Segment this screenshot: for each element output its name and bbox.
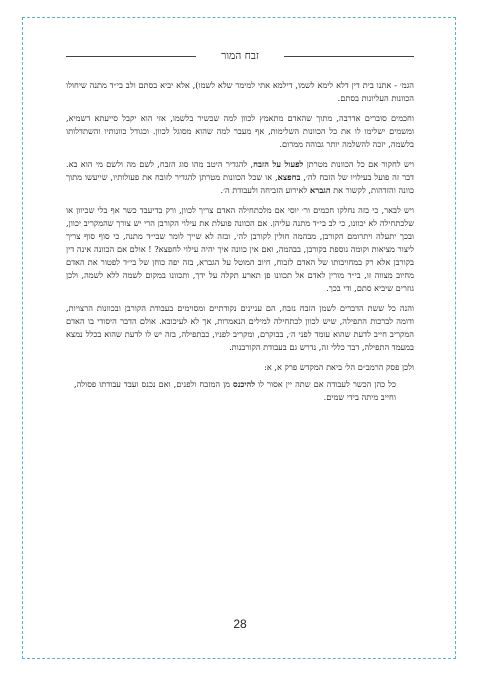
body-text (66, 79, 414, 411)
text-segment: וחכמים סוברים אדרבה, מתוך שהאדם מתאמץ לכוון למה שכשיר בלשמו, אזי הוא יקבל סייעתא דשמיא, ומשמים ישלימו לו את כל הכוונות השלימות, אף מעבר למה שהוא מסוגל לכוון. וכגודל כוונותיו והשתדלותו בלשמה, יזכה להשלמה יותר גבוהה ממרום. (66, 112, 414, 149)
text-segment: מן המזבח ולפנים, ואם נכנס ועבד עבודתו פסולה, וחייב מיתה בידי שמים. (74, 378, 396, 402)
text-segment: ויש לחקור אם כל הכוונות מטרתן (303, 158, 414, 169)
paragraph (66, 302, 414, 354)
paragraph (66, 204, 414, 296)
text-segment: ולכן פסק הרמב״ם הל׳ ביאת המקדש פרק א, א: (264, 361, 414, 372)
text-segment: כל כהן הכשר לעבודה אם שתה יין אסור לו (255, 378, 397, 389)
header-title: זבח המור (221, 50, 259, 62)
quote-intro (66, 361, 414, 374)
text-segment: , להגדיר היטב מהו סוג הזבח, לשם מה ולשם מי הוא בא. דבר זה פועל בעילויו של הזבח לה׳, (66, 158, 414, 182)
bold-term: הגברא (309, 184, 331, 195)
text-segment: והנה כל ששת הדברים לשמן הזבח נזבח, הם עניינים נקודתיים ומסוימים בעבודת הקורבן ובכוונות הרצויות, ודומה לברכות התפילה, שיש לכוון לכתחילה למילים הנאמרות, אך לא לעיכובא. אולם הדבר היסודי בו האדם המקריב חייב לדעת שהוא עומד לפני ה׳, בבוקרם, ומקריב לפניו, כבתפילה, בזה יש לו לדעת שהוא בכלל נמצא במעמד התפילה, דבר כללי זה, נדרש גם בעבודת הקורבנות. (66, 302, 414, 353)
header-rule-left (66, 56, 196, 57)
text-segment: לאירוע הזביחה ולעבודת ה׳. (220, 184, 310, 195)
bold-term: בחפצא (277, 171, 301, 182)
page-number: 28 (233, 617, 247, 631)
paragraph (66, 112, 414, 151)
running-header (66, 47, 414, 67)
text-segment: ויש לבאר, כי בזה נחלקו חכמים ור׳ יוסי אם מלכתחילה האדם צריך לכוון, ורק בדיעבד כשר אף בלי שכיוון או שלכתחילה לא יכוונו, כי לב בי״ד מתנה עליהן. אם הכוונה פועלת את עילוי הקורבן הרי יש צורך שהמקריב יכוון, ובכך יתעלה ויתרומם הקורבן, מבהמה חולין לקורבן לה׳, ובזה לא שייך לומר שבי״ד מתנה, כי סוף סוף צריך ליצור מציאות וקומה נוספת בקורבן, בבהמה, ואם אין כוונה איך יהיה עילוי לחפצא? ! אולם אם הכוונה אינה דין בקורבן אלא רק במחויבותו של האדם לזבוח, חיוב המוטל על הגברא, בזה יפה כוחן של בי״ד לפטור את האדם מחיוב מצווה זו, בי״ד מורין לאדם אל תכוונו פן תארע תקלה על ידך, ותכוונו במקום לשמה ללא לשמה, ולכן גוזרים שיביא סתם, ודי בכך. (66, 204, 414, 294)
paragraph (66, 158, 414, 197)
bold-term: לפעול על הזבח (253, 158, 304, 169)
text-segment: , או שכל הכוונות מטרתן להגדיר לזובח את פעולותיו, שייעשו מתוך כוונה והזדהות, לקשור את (66, 171, 414, 195)
bold-term: להיכנס (233, 378, 256, 389)
block-quote (66, 378, 414, 404)
paragraph (66, 79, 414, 105)
text-segment: הגמ׳ - אתנו בית דין דלא לימא לשמו, דילמא אתי למימר שלא לשמו), אלא יביא בסתם ולב בי״ד מתנה שיחולו הכוונות העליונות בסתם. (66, 80, 414, 104)
